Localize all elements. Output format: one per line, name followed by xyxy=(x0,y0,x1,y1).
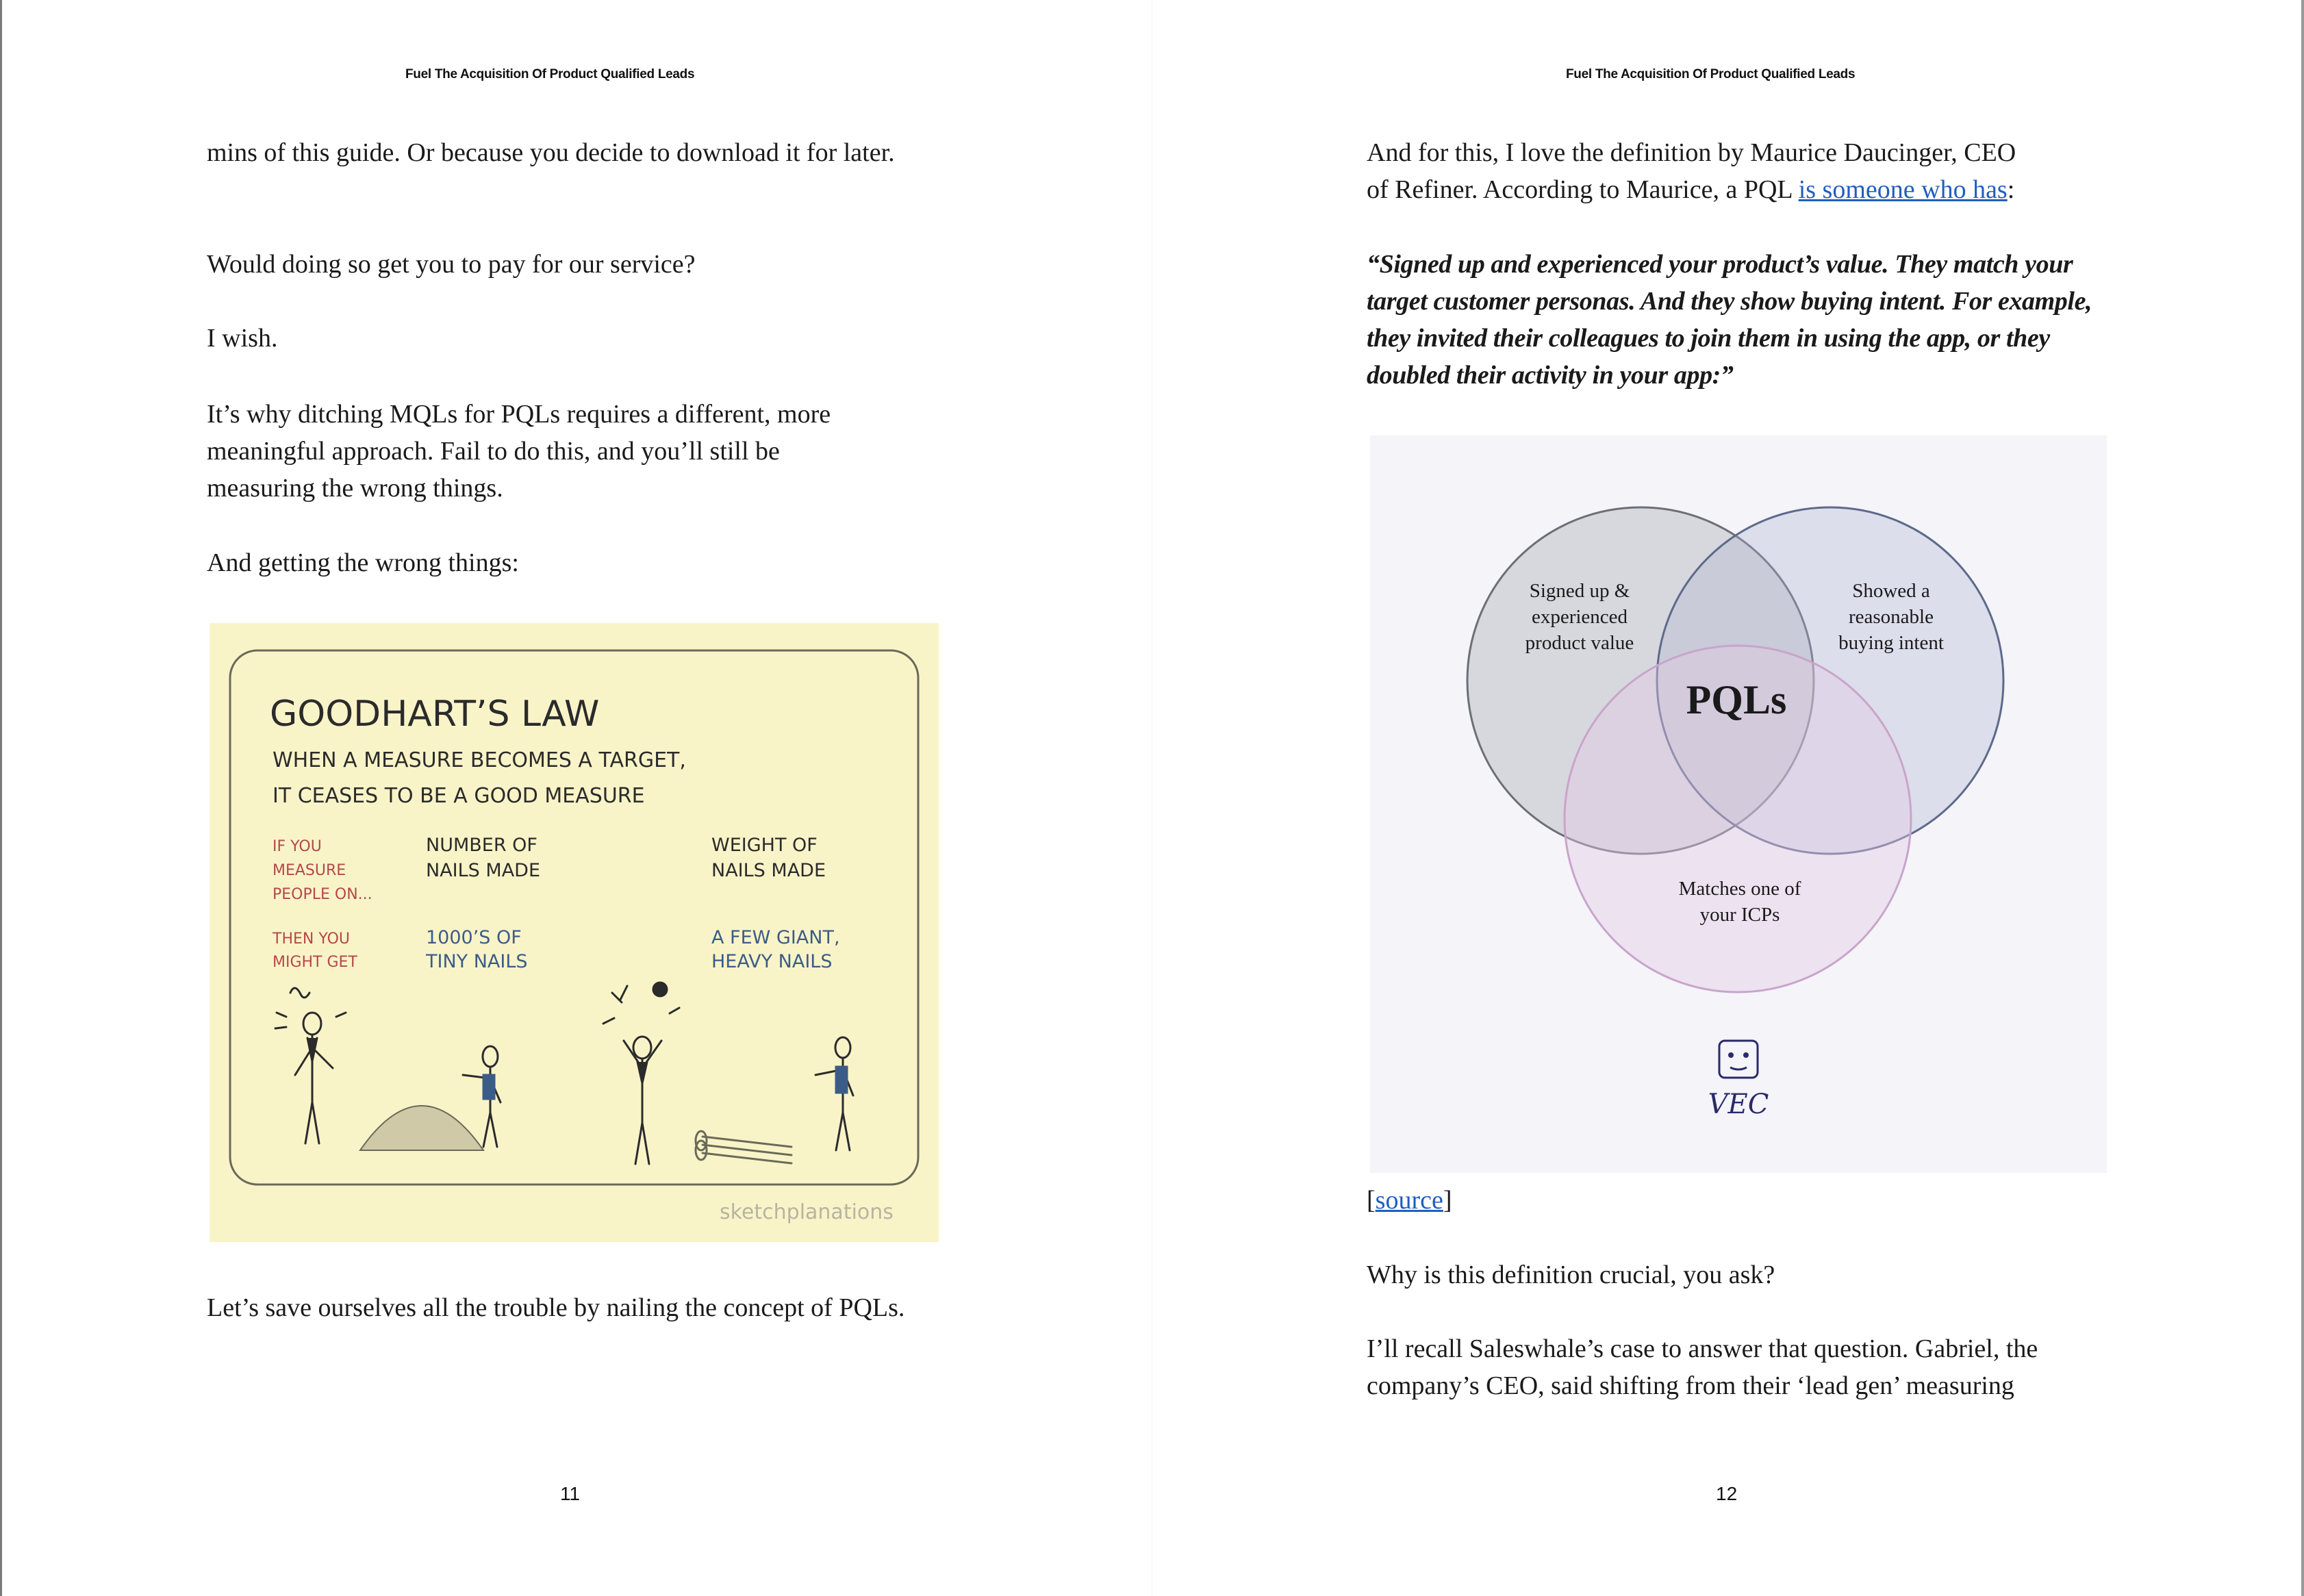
venn-label: buying intent xyxy=(1838,632,1944,654)
vec-logo-text: VEC xyxy=(1708,1089,1769,1120)
comic-cell: TINY NAILS xyxy=(426,951,528,972)
paragraph: And getting the wrong things: xyxy=(207,548,519,577)
venn-center-label: PQLs xyxy=(1686,677,1787,722)
venn-label: experienced xyxy=(1531,606,1628,628)
running-header: Fuel The Acquisition Of Product Qualified Leads xyxy=(405,67,695,81)
pql-definition-quote: “Signed up and experienced your product’s value. They match your target customer personas. And they show buying intent. For example, they invited their colleagues to join them in using the app, or they doubled their activity in your app:” xyxy=(1367,250,2092,390)
comic-cell: HEAVY NAILS xyxy=(711,951,833,972)
venn-label: product value xyxy=(1525,632,1634,654)
comic-cell: NUMBER OF xyxy=(426,835,537,856)
intro-punctuation: : xyxy=(2007,175,2015,204)
comic-cell: WEIGHT OF xyxy=(711,835,818,856)
comic-row-label: PEOPLE ON... xyxy=(273,886,372,903)
intro-paragraph xyxy=(1367,134,2120,208)
pql-venn-diagram xyxy=(1370,435,2107,1173)
comic-cell: 1000’S OF xyxy=(426,927,522,948)
page-number: 11 xyxy=(560,1483,581,1504)
intro-line-1: And for this, I love the definition by Maurice Daucinger, CEO xyxy=(1367,138,2016,167)
venn-label: your ICPs xyxy=(1699,904,1780,926)
comic-subtitle: IT CEASES TO BE A GOOD MEASURE xyxy=(273,784,645,808)
comic-watermark: sketchplanations xyxy=(720,1200,894,1224)
page-number: 12 xyxy=(1716,1483,1738,1504)
page-12 xyxy=(1152,0,2304,1596)
paragraph: Would doing so get you to pay for our service? xyxy=(207,250,696,279)
venn-label: reasonable xyxy=(1849,606,1934,628)
running-header: Fuel The Acquisition Of Product Qualified Leads xyxy=(1566,67,1856,81)
comic-row-label: THEN YOU xyxy=(273,930,350,948)
definition-link[interactable]: is someone who has xyxy=(1798,175,2008,204)
paragraph: Let’s save ourselves all the trouble by nailing the concept of PQLs. xyxy=(207,1293,905,1322)
comic-row-label: IF YOU xyxy=(273,838,322,855)
comic-row-label: MEASURE xyxy=(273,862,346,879)
comic-cell: NAILS MADE xyxy=(426,860,541,881)
paragraph: It’s why ditching MQLs for PQLs requires a different, more meaningful approach. Fail to do this, and you’ll still be measuring the wrong things. xyxy=(207,400,831,503)
paragraph: mins of this guide. Or because you decide to download it for later. xyxy=(207,138,895,167)
comic-cell: A FEW GIANT, xyxy=(711,927,840,948)
paragraph: I wish. xyxy=(207,324,278,353)
source-link[interactable]: source xyxy=(1375,1186,1443,1215)
comic-title: GOODHART’S LAW xyxy=(270,694,600,735)
comic-cell: NAILS MADE xyxy=(711,860,826,881)
paragraph: Why is this definition crucial, you ask? xyxy=(1367,1261,1775,1289)
goodharts-law-comic xyxy=(210,623,939,1242)
bracket: ] xyxy=(1443,1186,1452,1215)
venn-label: Signed up & xyxy=(1529,580,1630,602)
paragraph: I’ll recall Saleswhale’s case to answer that question. Gabriel, the company’s CEO, said shifting from their ‘lead gen’ measuring xyxy=(1367,1334,2038,1400)
source-citation xyxy=(1367,1182,1452,1219)
comic-subtitle: WHEN A MEASURE BECOMES A TARGET, xyxy=(273,748,686,772)
bracket: [ xyxy=(1367,1186,1376,1215)
intro-line-2: of Refiner. According to Maurice, a PQL xyxy=(1367,175,1799,204)
venn-label: Showed a xyxy=(1852,580,1930,602)
comic-row-label: MIGHT GET xyxy=(273,954,357,971)
venn-label: Matches one of xyxy=(1678,878,1801,900)
